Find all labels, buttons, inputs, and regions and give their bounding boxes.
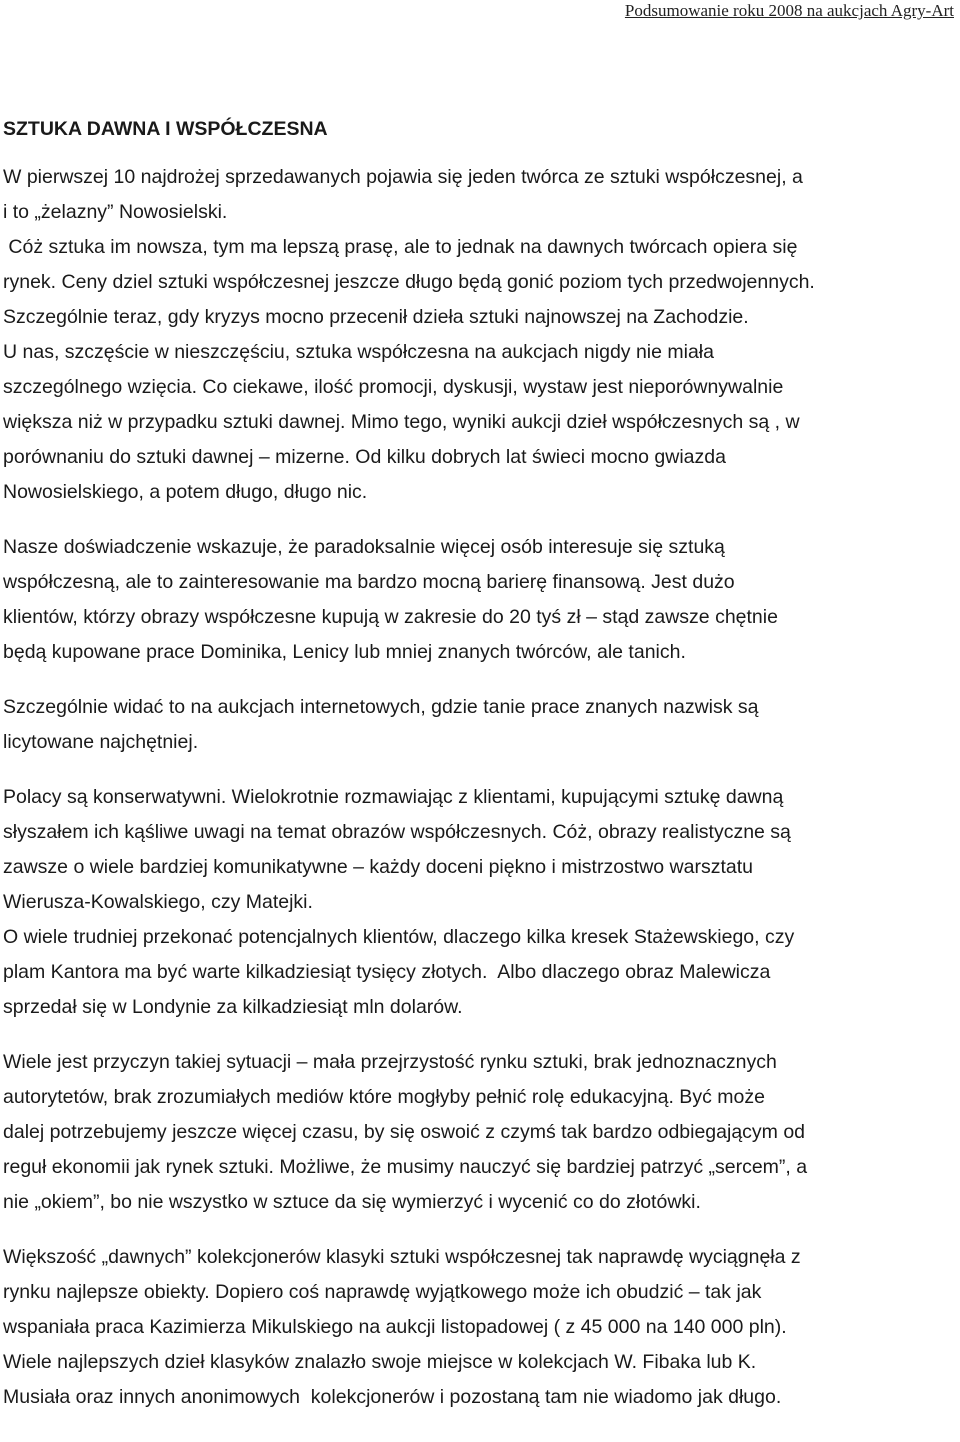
paragraph-line: nie „okiem”, bo nie wszystko w sztuce da się wymierzyć i wycenić co do złotówki.: [3, 1191, 701, 1213]
paragraph-4: [3, 690, 959, 760]
paragraph-line: Wierusza-Kowalskiego, czy Matejki.: [3, 891, 313, 913]
paragraph-line: i to „żelazny” Nowosielski.: [3, 201, 228, 223]
paragraph-line: Nasze doświadczenie wskazuje, że paradoksalnie więcej osób interesuje się sztuką: [3, 536, 725, 558]
paragraph-line: Cóż sztuka im nowsza, tym ma lepszą prasę, ale to jednak na dawnych twórcach opiera się: [3, 236, 798, 258]
paragraph-line: sprzedał się w Londynie za kilkadziesiąt mln dolarów.: [3, 996, 463, 1018]
paragraph-line: U nas, szczęście w nieszczęściu, sztuka współczesna na aukcjach nigdy nie miała: [3, 341, 714, 363]
paragraph-3: [3, 530, 959, 670]
paragraph-line: szczególnego wzięcia. Co ciekawe, ilość promocji, dyskusji, wystaw jest nieporównywalnie: [3, 376, 784, 398]
paragraph-line: klientów, którzy obrazy współczesne kupują w zakresie do 20 tyś zł – stąd zawsze chętnie: [3, 606, 778, 628]
paragraph-line: plam Kantora ma być warte kilkadziesiąt tysięcy złotych. Albo dlaczego obraz Malewicza: [3, 961, 771, 983]
paragraph-line: większa niż w przypadku sztuki dawnej. Mimo tego, wyniki aukcji dzieł współczesnych są , w: [3, 411, 800, 433]
page-header-link[interactable]: Podsumowanie roku 2008 na aukcjach Agry-Art: [624, 1, 954, 20]
paragraph-line: dalej potrzebujemy jeszcze więcej czasu, by się oswoić z czymś tak bardzo odbiegającym od: [3, 1121, 806, 1143]
section-title: SZTUKA DAWNA I WSPÓŁCZESNA: [3, 118, 328, 140]
paragraph-line: Musiała oraz innych anonimowych kolekcjonerów i pozostaną tam nie wiadomo jak długo.: [3, 1386, 782, 1408]
paragraph-line: Polacy są konserwatywni. Wielokrotnie rozmawiając z klientami, kupującymi sztukę dawną: [3, 786, 784, 808]
paragraph-line: Większość „dawnych” kolekcjonerów klasyki sztuki współczesnej tak naprawdę wyciągnęła z: [3, 1246, 801, 1268]
paragraph-line: licytowane najchętniej.: [3, 731, 199, 753]
paragraph-line: Wiele jest przyczyn takiej sytuacji – mała przejrzystość rynku sztuki, brak jednoznacznych: [3, 1051, 777, 1073]
paragraph-line: rynku najlepsze obiekty. Dopiero coś naprawdę wyjątkowego może ich obudzić – tak jak: [3, 1281, 762, 1303]
paragraph-line: wspaniała praca Kazimierza Mikulskiego na aukcji listopadowej ( z 45 000 na 140 000 pln).: [3, 1316, 787, 1338]
paragraph-line: O wiele trudniej przekonać potencjalnych klientów, dlaczego kilka kresek Stażewskiego, czy: [3, 926, 795, 948]
paragraph-line: będą kupowane prace Dominika, Lenicy lub mniej znanych twórców, ale tanich.: [3, 641, 686, 663]
paragraph-line: Nowosielskiego, a potem długo, długo nic.: [3, 481, 368, 503]
paragraph-line: współczesną, ale to zainteresowanie ma bardzo mocną barierę finansową. Jest dużo: [3, 571, 735, 593]
paragraph-line: Szczególnie teraz, gdy kryzys mocno przecenił dzieła sztuki najnowszej na Zachodzie.: [3, 306, 749, 328]
paragraph-line: autorytetów, brak zrozumiałych mediów które mogłyby pełnić rolę edukacyjną. Być może: [3, 1086, 765, 1108]
paragraph-line: słyszałem ich kąśliwe uwagi na temat obrazów współczesnych. Cóż, obrazy realistyczne są: [3, 821, 791, 843]
paragraph-line: zawsze o wiele bardziej komunikatywne – każdy doceni piękno i mistrzostwo warsztatu: [3, 856, 753, 878]
paragraph-line: Wiele najlepszych dzieł klasyków znalazło swoje miejsce w kolekcjach W. Fibaka lub K.: [3, 1351, 757, 1373]
paragraph-7: [3, 1045, 959, 1220]
paragraph-5: [3, 780, 959, 920]
paragraph-6: [3, 920, 959, 1025]
paragraph-line: porównaniu do sztuki dawnej – mizerne. Od kilku dobrych lat świeci mocno gwiazda: [3, 446, 726, 468]
paragraph-8: [3, 1240, 959, 1415]
paragraph-1: [3, 160, 959, 230]
paragraph-line: Szczególnie widać to na aukcjach internetowych, gdzie tanie prace znanych nazwisk są: [3, 696, 759, 718]
paragraph-line: reguł ekonomii jak rynek sztuki. Możliwe, że musimy nauczyć się bardziej patrzyć „sercem”, a: [3, 1156, 808, 1178]
paragraph-line: W pierwszej 10 najdrożej sprzedawanych pojawia się jeden twórca ze sztuki współczesnej, a: [3, 166, 803, 188]
document-body: [3, 112, 959, 1415]
paragraph-2: [3, 230, 959, 510]
paragraph-line: rynek. Ceny dziel sztuki współczesnej jeszcze długo będą gonić poziom tych przedwojennych.: [3, 271, 815, 293]
